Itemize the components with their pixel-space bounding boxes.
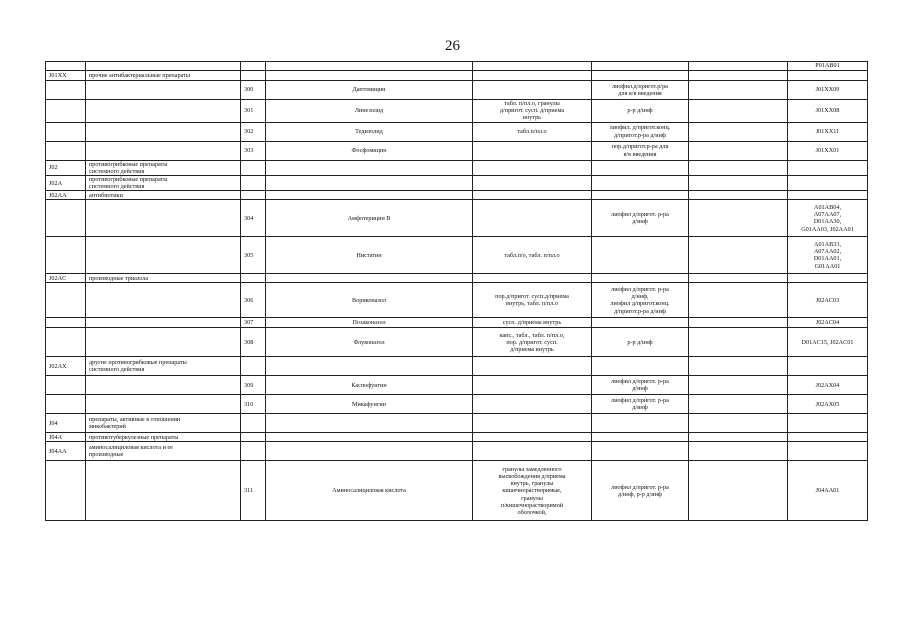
number-cell: [241, 274, 266, 283]
atc-code-cell: [46, 100, 86, 123]
atc-reference-cell: [788, 237, 868, 274]
drug-row: [46, 237, 868, 274]
atc-code-cell: [46, 376, 86, 395]
drug-name-cell-text: Амфотерицин В: [347, 214, 391, 222]
injection-form-cell-text: лиофил.д/пригот.р/ра для в/в введения: [612, 82, 668, 97]
atc-code-cell: [46, 122, 86, 141]
atc-group-cell: [86, 442, 241, 461]
empty-cell: [689, 461, 788, 521]
atc-code-cell: [46, 442, 86, 461]
atc-reference-cell: [788, 395, 868, 414]
drug-row: [46, 100, 868, 123]
atc-reference-cell: [788, 283, 868, 318]
injection-form-cell: [592, 395, 689, 414]
injection-form-cell-text: лиофил д/пригот. р-ра д/инф: [611, 211, 669, 226]
drug-name-cell: [266, 414, 473, 433]
number-cell: [241, 442, 266, 461]
dosage-form-cell-text: пор.д/пригот. сусп.д/приема внутрь, табл. п/пл.о: [495, 293, 569, 308]
atc-code-cell: [46, 357, 86, 376]
atc-reference-cell-text: J02AX05: [815, 400, 840, 408]
empty-cell: [689, 318, 788, 328]
empty-cell: [689, 71, 788, 81]
number-cell: [241, 237, 266, 274]
atc-reference-cell-text: D01AC15, J02AC01: [801, 338, 854, 346]
drug-name-cell: [266, 71, 473, 81]
injection-form-cell: [592, 191, 689, 200]
atc-code-cell: [46, 160, 86, 175]
atc-group-cell: [86, 376, 241, 395]
atc-reference-cell-text: A01AB33, A07AA02, D01AA01, G01AA01: [813, 241, 842, 270]
atc-group-cell: [86, 237, 241, 274]
number-cell-text: 306: [244, 296, 254, 304]
dosage-form-cell-text: сусп. д/приема внутрь: [502, 319, 562, 327]
drug-name-cell: [266, 81, 473, 100]
atc-group-cell: [86, 200, 241, 237]
atc-group-cell: [86, 414, 241, 433]
injection-form-cell-text: лиофил д/пригот. р-ра д/инф: [611, 378, 669, 393]
atc-code-cell-text: J04: [49, 419, 58, 427]
number-cell: [241, 100, 266, 123]
drug-name-cell: [266, 191, 473, 200]
drug-row: [46, 200, 868, 237]
empty-cell: [689, 274, 788, 283]
number-cell: [241, 357, 266, 376]
empty-cell: [689, 433, 788, 442]
injection-form-cell: [592, 141, 689, 160]
number-cell: [241, 200, 266, 237]
injection-form-cell-text: р-р д/инф: [627, 107, 653, 115]
number-cell: [241, 141, 266, 160]
drug-list-table: [45, 61, 868, 521]
atc-group-cell-text: прочие антибактериальные препараты: [89, 71, 191, 79]
atc-reference-cell: [788, 442, 868, 461]
drug-name-cell-text: Позаконазол: [352, 319, 386, 327]
dosage-form-cell: [473, 237, 592, 274]
atc-group-cell: [86, 71, 241, 81]
injection-form-cell-text: лиофил д/пригот. р-ра д/инф, р-р д/инф: [611, 483, 669, 498]
dosage-form-cell-text: табл.п/о, табл. п/пл.о: [504, 251, 560, 259]
atc-reference-cell: [788, 414, 868, 433]
atc-group-cell: [86, 395, 241, 414]
atc-group-cell: [86, 433, 241, 442]
drug-row: [46, 283, 868, 318]
dosage-form-cell: [473, 433, 592, 442]
dosage-form-cell: [473, 328, 592, 357]
drug-name-cell-text: Линезолид: [354, 107, 384, 115]
drug-name-cell-text: Вориконазол: [352, 296, 386, 304]
number-cell-text: 308: [244, 338, 254, 346]
injection-form-cell: [592, 357, 689, 376]
group-row: [46, 433, 868, 442]
injection-form-cell: [592, 100, 689, 123]
injection-form-cell: [592, 328, 689, 357]
drug-name-cell: [266, 141, 473, 160]
dosage-form-cell: [473, 318, 592, 328]
group-row: [46, 274, 868, 283]
atc-reference-cell-text: J01XX08: [815, 107, 840, 115]
atc-code-cell: [46, 71, 86, 81]
empty-cell: [689, 357, 788, 376]
injection-form-cell: [592, 62, 689, 71]
number-cell-text: 304: [244, 214, 254, 222]
atc-group-cell-text: противотуберкулезные препараты: [89, 433, 179, 441]
injection-form-cell: [592, 274, 689, 283]
dosage-form-cell: [473, 71, 592, 81]
atc-code-cell-text: J02AC: [49, 274, 67, 282]
dosage-form-cell: [473, 395, 592, 414]
injection-form-cell: [592, 176, 689, 191]
atc-reference-cell: [788, 274, 868, 283]
number-cell: [241, 160, 266, 175]
dosage-form-cell: [473, 176, 592, 191]
atc-group-cell: [86, 62, 241, 71]
number-cell: [241, 62, 266, 71]
drug-name-cell: [266, 328, 473, 357]
injection-form-cell: [592, 376, 689, 395]
injection-form-cell: [592, 283, 689, 318]
atc-code-cell: [46, 395, 86, 414]
empty-cell: [689, 376, 788, 395]
atc-reference-cell: [788, 376, 868, 395]
number-cell: [241, 461, 266, 521]
number-cell-text: 301: [244, 107, 254, 115]
drug-name-cell: [266, 433, 473, 442]
drug-name-cell: [266, 62, 473, 71]
drug-name-cell: [266, 200, 473, 237]
drug-name-cell-text: Тедизолид: [355, 128, 383, 135]
empty-cell: [689, 176, 788, 191]
drug-name-cell: [266, 160, 473, 175]
empty-cell: [689, 122, 788, 141]
atc-code-cell: [46, 318, 86, 328]
group-row: [46, 160, 868, 175]
injection-form-cell-text: пор.д/пригот.р-ра для в/в введения: [611, 143, 669, 158]
drug-name-cell: [266, 395, 473, 414]
atc-code-cell-text: J04AA: [49, 447, 67, 455]
drug-name-cell-text: Флуконазол: [353, 338, 385, 346]
drug-name-cell: [266, 461, 473, 521]
dosage-form-cell: [473, 122, 592, 141]
group-row: [46, 191, 868, 200]
drug-name-cell: [266, 318, 473, 328]
empty-cell: [689, 81, 788, 100]
atc-group-cell: [86, 176, 241, 191]
injection-form-cell-text: лиофил д/пригот. р-ра д/инф: [611, 397, 669, 412]
dosage-form-cell-text: гранулы замедленного высвобождения д/приема внутрь, гранулы кишечнорастворимые, гранулы п/кишечнорастворимой оболочкой,: [498, 465, 566, 516]
atc-reference-cell: [788, 141, 868, 160]
group-row: [46, 442, 868, 461]
atc-group-cell: [86, 191, 241, 200]
atc-group-cell-text: препараты, активные в отношении микобактерий: [89, 416, 181, 431]
atc-group-cell-text: другие противогрибковые препараты системного действия: [89, 359, 187, 374]
atc-group-cell: [86, 357, 241, 376]
atc-group-cell-text: противогрибковые препараты системного действия: [89, 160, 168, 175]
atc-group-cell-text: противогрибковые препараты системного действия: [89, 176, 168, 191]
empty-cell: [689, 328, 788, 357]
atc-reference-cell-text: J02AC04: [815, 319, 840, 327]
atc-group-cell-text: антибиотики: [89, 191, 123, 199]
atc-group-cell: [86, 122, 241, 141]
atc-reference-cell: [788, 433, 868, 442]
atc-reference-cell-text: J04AA01: [815, 487, 840, 495]
dosage-form-cell: [473, 160, 592, 175]
dosage-form-cell-text: табл.п/пл.о: [517, 128, 547, 135]
drug-name-cell: [266, 100, 473, 123]
injection-form-cell-text: лиофил д/пригот. р-ра д/инф, лиофил д/пригот.конц. д/пригот.р-ра д/инф: [610, 286, 670, 315]
drug-name-cell-text: Микафунгин: [352, 400, 386, 408]
atc-reference-cell: [788, 81, 868, 100]
empty-cell: [689, 200, 788, 237]
injection-form-cell: [592, 414, 689, 433]
atc-code-cell: [46, 274, 86, 283]
drug-row: [46, 461, 868, 521]
injection-form-cell: [592, 160, 689, 175]
empty-cell: [689, 395, 788, 414]
number-cell: [241, 283, 266, 318]
number-cell-text: 302: [244, 128, 254, 135]
dosage-form-cell: [473, 81, 592, 100]
atc-reference-cell-text: A01AB04, A07AA07, D01AA30, G01AA03, J02AA01: [801, 204, 854, 233]
injection-form-cell: [592, 442, 689, 461]
drug-name-cell: [266, 283, 473, 318]
atc-reference-cell-text: J01XX09: [815, 86, 840, 94]
drug-name-cell: [266, 376, 473, 395]
injection-form-cell: [592, 237, 689, 274]
number-cell-text: 311: [244, 487, 254, 495]
dosage-form-cell: [473, 461, 592, 521]
dosage-form-cell: [473, 442, 592, 461]
dosage-form-cell: [473, 283, 592, 318]
group-row: [46, 357, 868, 376]
number-cell: [241, 71, 266, 81]
injection-form-cell: [592, 81, 689, 100]
drug-name-cell: [266, 274, 473, 283]
group-row: [46, 176, 868, 191]
number-cell-text: 309: [244, 381, 254, 389]
atc-group-cell: [86, 81, 241, 100]
atc-reference-cell: [788, 62, 868, 71]
drug-name-cell: [266, 122, 473, 141]
number-cell: [241, 433, 266, 442]
number-cell: [241, 318, 266, 328]
number-cell: [241, 122, 266, 141]
injection-form-cell: [592, 433, 689, 442]
atc-code-cell: [46, 200, 86, 237]
atc-reference-cell-text: J02AX04: [815, 381, 840, 389]
injection-form-cell: [592, 461, 689, 521]
drug-row: [46, 81, 868, 100]
atc-reference-cell-text: J01XX01: [815, 147, 840, 154]
atc-reference-cell-text: J02AC03: [815, 296, 840, 304]
dosage-form-cell: [473, 100, 592, 123]
drug-name-cell: [266, 176, 473, 191]
atc-code-cell-text: J02A: [49, 179, 63, 187]
page-number: 26: [445, 38, 460, 54]
atc-code-cell: [46, 414, 86, 433]
atc-code-cell-text: J04A: [49, 433, 63, 441]
atc-code-cell: [46, 328, 86, 357]
number-cell: [241, 395, 266, 414]
atc-code-cell: [46, 433, 86, 442]
atc-group-cell: [86, 160, 241, 175]
atc-reference-cell: [788, 200, 868, 237]
dosage-form-cell: [473, 414, 592, 433]
atc-group-cell: [86, 100, 241, 123]
number-cell-text: 300: [244, 86, 254, 94]
drug-row: [46, 122, 868, 141]
drug-name-cell: [266, 237, 473, 274]
atc-group-cell: [86, 318, 241, 328]
injection-form-cell: [592, 200, 689, 237]
atc-code-cell: [46, 141, 86, 160]
drug-row: [46, 376, 868, 395]
drug-row: [46, 395, 868, 414]
empty-cell: [689, 62, 788, 71]
atc-reference-cell: [788, 160, 868, 175]
drug-name-cell-text: Даптомицин: [352, 86, 386, 94]
drug-row: [46, 318, 868, 328]
number-cell-text: 310: [244, 400, 254, 408]
dosage-form-cell-text: табл. п/пл.о, гранулы д/пригот. сусп. д/приема внутрь: [499, 100, 565, 122]
atc-code-cell: [46, 176, 86, 191]
atc-group-cell: [86, 328, 241, 357]
atc-reference-cell: [788, 100, 868, 123]
dosage-form-cell: [473, 62, 592, 71]
empty-cell: [689, 237, 788, 274]
drug-name-cell: [266, 357, 473, 376]
dosage-form-cell: [473, 191, 592, 200]
group-row: [46, 71, 868, 81]
number-cell-text: 303: [244, 147, 254, 154]
group-row: [46, 414, 868, 433]
atc-code-cell: [46, 237, 86, 274]
atc-reference-cell: [788, 71, 868, 81]
empty-cell: [689, 100, 788, 123]
drug-row: [46, 62, 868, 71]
injection-form-cell: [592, 71, 689, 81]
atc-code-cell-text: J01XX: [49, 71, 67, 79]
number-cell: [241, 376, 266, 395]
number-cell: [241, 414, 266, 433]
drug-name-cell-text: Каспофунгин: [351, 381, 387, 389]
dosage-form-cell: [473, 357, 592, 376]
atc-reference-cell: [788, 318, 868, 328]
empty-cell: [689, 414, 788, 433]
empty-cell: [689, 160, 788, 175]
dosage-form-cell-text: капс., табл., табл. п/пл.о, пор. д/пригот. сусп. д/приема внутрь: [499, 331, 565, 354]
injection-form-cell: [592, 318, 689, 328]
number-cell: [241, 81, 266, 100]
atc-code-cell-text: J02AA: [49, 191, 67, 199]
drug-row: [46, 328, 868, 357]
dosage-form-cell: [473, 376, 592, 395]
empty-cell: [689, 283, 788, 318]
empty-cell: [689, 442, 788, 461]
dosage-form-cell: [473, 141, 592, 160]
atc-reference-cell: [788, 191, 868, 200]
drug-row: [46, 141, 868, 160]
atc-code-cell-text: J02: [49, 164, 58, 172]
atc-reference-cell: [788, 328, 868, 357]
atc-group-cell-text: аминосалициловая кислота и ее производные: [89, 444, 173, 459]
injection-form-cell-text: р-р д/инф: [627, 338, 653, 346]
atc-reference-cell: [788, 461, 868, 521]
atc-group-cell: [86, 461, 241, 521]
atc-group-cell: [86, 274, 241, 283]
number-cell: [241, 176, 266, 191]
atc-group-cell-text: производные триазола: [89, 274, 149, 282]
injection-form-cell: [592, 122, 689, 141]
number-cell-text: 305: [244, 251, 254, 259]
empty-cell: [689, 191, 788, 200]
atc-group-cell: [86, 283, 241, 318]
dosage-form-cell: [473, 274, 592, 283]
atc-code-cell-text: J02AX: [49, 362, 67, 370]
atc-reference-cell: [788, 122, 868, 141]
atc-code-cell: [46, 461, 86, 521]
atc-reference-cell: [788, 176, 868, 191]
atc-reference-cell-text: J01XX11: [815, 128, 840, 135]
atc-code-cell: [46, 81, 86, 100]
atc-code-cell: [46, 191, 86, 200]
dosage-form-cell: [473, 200, 592, 237]
number-cell-text: 307: [244, 319, 254, 327]
atc-code-cell: [46, 62, 86, 71]
drug-name-cell: [266, 442, 473, 461]
atc-reference-cell: [788, 357, 868, 376]
atc-code-cell: [46, 283, 86, 318]
injection-form-cell-text: лиофил. д/пригот.конц. д/пригот.р-ра д/инф: [609, 124, 671, 139]
empty-cell: [689, 141, 788, 160]
number-cell: [241, 328, 266, 357]
atc-reference-cell-text: P01AB01: [815, 62, 840, 70]
drug-name-cell-text: Фосфомицин: [351, 147, 387, 154]
atc-group-cell: [86, 141, 241, 160]
drug-name-cell-text: Нистатин: [356, 251, 382, 259]
drug-name-cell-text: Аминосалициловая кислота: [332, 487, 406, 495]
number-cell: [241, 191, 266, 200]
